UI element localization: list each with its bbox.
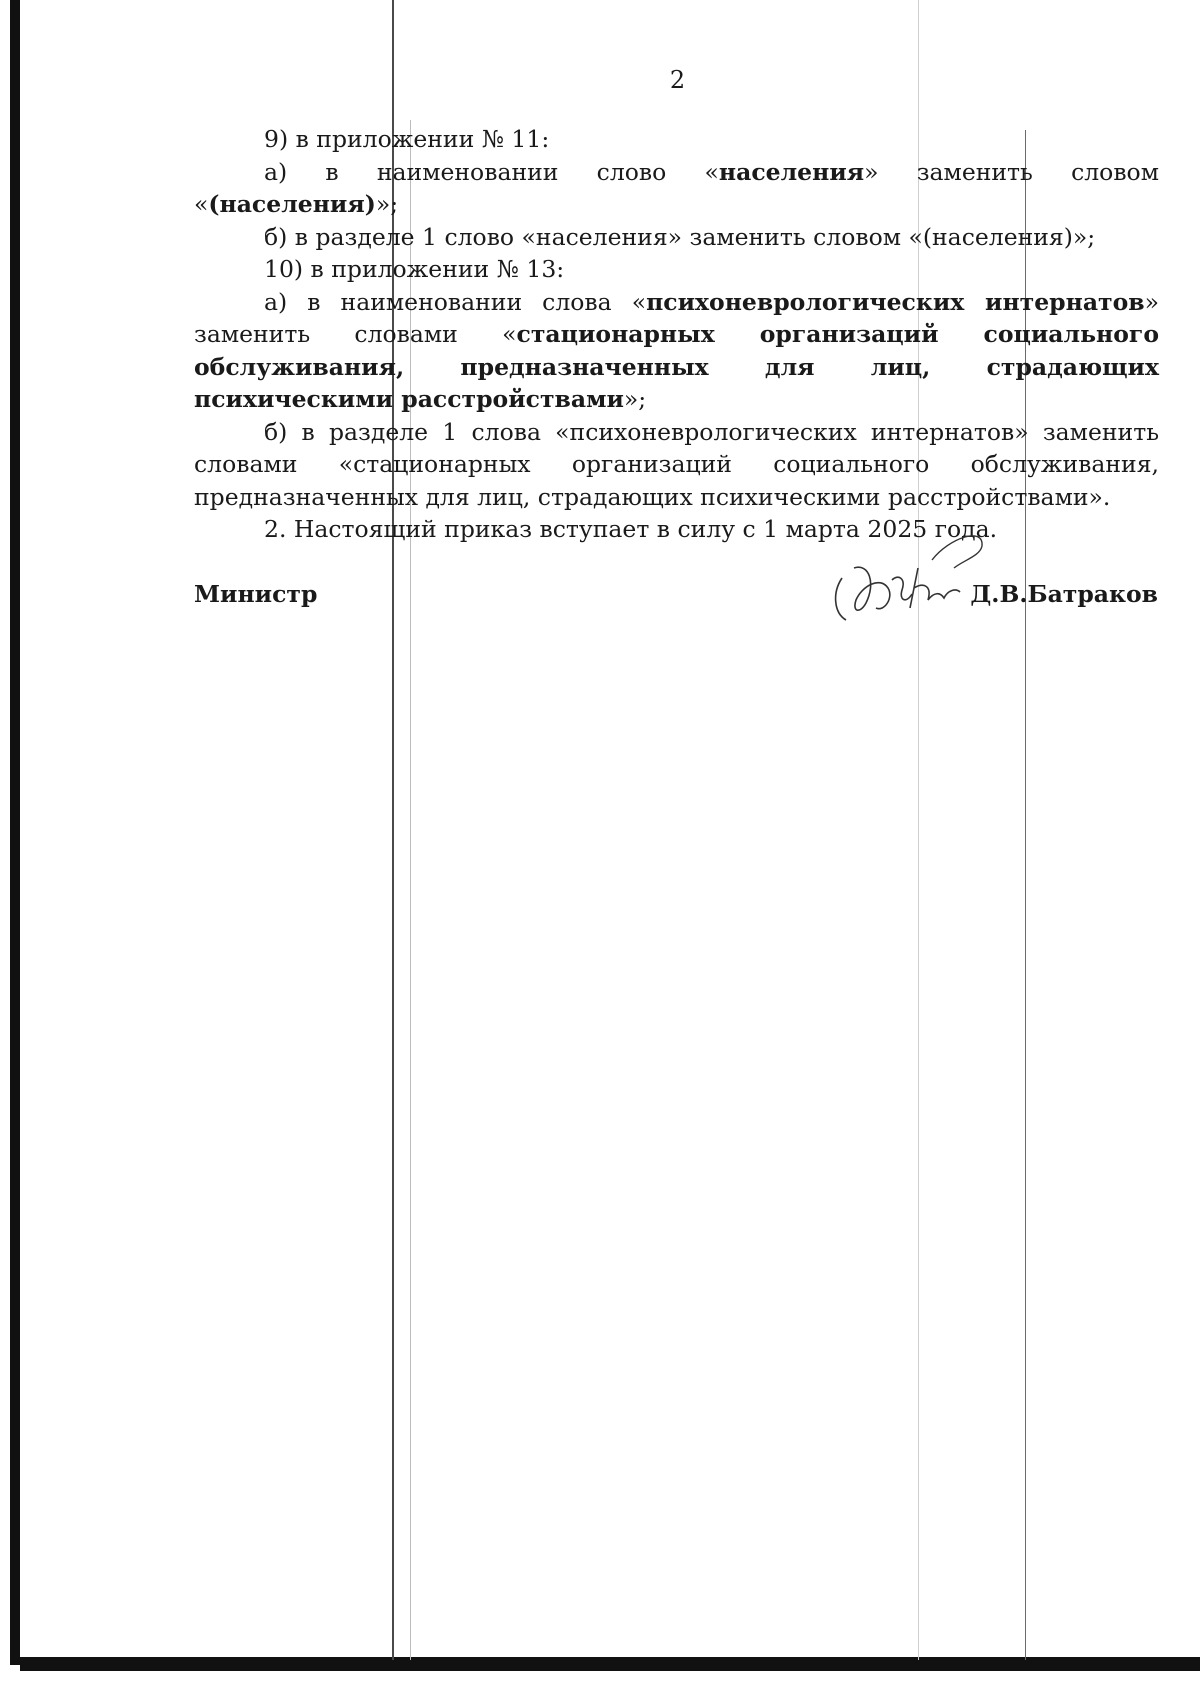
paragraph bbox=[194, 123, 1159, 156]
text-run: » заменить словом « bbox=[194, 157, 1159, 218]
page-number: 2 bbox=[669, 66, 686, 94]
text-run: б) в разделе 1 слово «населения» заменить словом «(населения)»; bbox=[264, 222, 1096, 251]
text-run: »; bbox=[623, 385, 647, 413]
bold-text-run: стационарных организаций социального обслуживания, предназначенных для лиц, страдающих психическими расстройствами bbox=[194, 320, 1159, 413]
scan-edge-bottom bbox=[20, 1657, 1200, 1671]
paragraph bbox=[194, 286, 1159, 416]
text-run: 9) в приложении № 11: bbox=[264, 125, 550, 153]
paragraph bbox=[194, 221, 1159, 254]
text-run: б) в разделе 1 слова «психоневрологических интернатов» заменить словами «стационарных организаций социального обслуживания, предназначенных для лиц, страдающих психическими расстройствами». bbox=[194, 417, 1159, 511]
bold-text-run: населения bbox=[718, 157, 865, 186]
text-run: а) в наименовании слово « bbox=[264, 157, 719, 186]
paragraph bbox=[194, 513, 1159, 546]
scan-edge-left bbox=[10, 0, 20, 1665]
document-body bbox=[194, 123, 1159, 546]
text-run: 10) в приложении № 13: bbox=[264, 255, 565, 283]
paragraph bbox=[194, 156, 1159, 221]
bold-text-run: психоневрологических интернатов bbox=[646, 287, 1145, 316]
paragraph bbox=[194, 253, 1159, 286]
signature-block bbox=[194, 568, 1158, 618]
bold-text-run: (населения) bbox=[208, 190, 376, 218]
handwritten-signature bbox=[814, 508, 994, 638]
paragraph bbox=[194, 416, 1159, 514]
text-run: » заменить словами « bbox=[194, 287, 1160, 348]
text-run: 2. Настоящий приказ вступает в силу с 1 марта 2025 года. bbox=[264, 515, 998, 543]
signer-position: Министр bbox=[194, 580, 318, 608]
text-run: а) в наименовании слова « bbox=[264, 287, 647, 316]
text-run: »; bbox=[375, 190, 399, 218]
signer-name: Д.В.Батраков bbox=[970, 580, 1158, 608]
